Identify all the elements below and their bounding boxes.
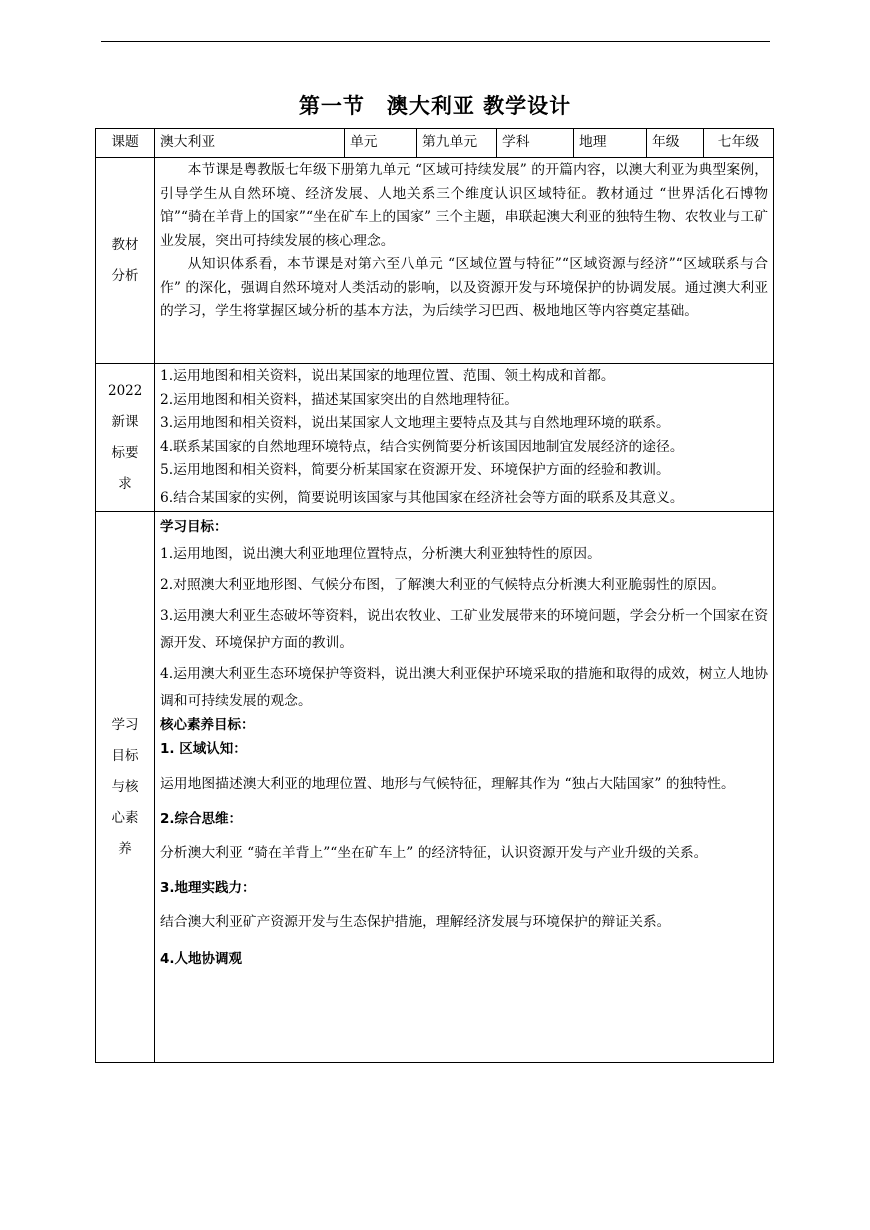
standards-label-year: 2022	[108, 382, 143, 399]
standard-item-6: 6.结合某国家的实例，简要说明该国家与其他国家在经济社会等方面的联系及其意义。	[160, 489, 684, 506]
title-section: 第一节	[298, 94, 365, 118]
analysis-paragraph-1: 本节课是粤教版七年级下册第九单元 “区域可持续发展” 的开篇内容，以澳大利亚为典型案例，引导学生从自然环境、经济发展、人地关系三个维度认识区域特征。教材通过 “世界活化石博物馆”“骑在羊背上的国家”“坐在矿车上的国家” 三个主题，串联起澳大利亚的独特生物、农牧业与工矿业发展，突出可持续发展的核心理念。	[160, 162, 768, 249]
standard-item-5: 5.运用地图和相关资料，简要分析某国家在资源开发、环境保护方面的经验和教训。	[160, 462, 670, 478]
standard-item-3: 3.运用地图和相关资料，说出某国家人文地理主要特点及其与自然地理环境的联系。	[160, 415, 670, 431]
standards-content	[155, 364, 774, 512]
title-main: 澳大利亚 教学设计	[386, 94, 572, 118]
standards-label	[96, 364, 155, 512]
analysis-row	[96, 158, 774, 364]
goals-row	[96, 512, 774, 1063]
standards-label-text: 新课标要求	[111, 413, 139, 492]
learning-goal-3: 3.运用澳大利亚生态破坏等资料，说出农牧业、工矿业发展带来的环境问题，学会分析一个国家在资源开发、环境保护方面的教训。	[160, 608, 768, 651]
subject-value: 地理	[574, 129, 647, 158]
learning-goal-1: 1.运用地图，说出澳大利亚地理位置特点，分析澳大利亚独特性的原因。	[160, 546, 601, 562]
core-goal-4-heading: 4.人地协调观	[160, 951, 243, 967]
core-goal-2-heading: 2.综合思维：	[160, 811, 243, 827]
header-rule	[101, 41, 770, 42]
unit-key: 单元	[345, 129, 417, 158]
standard-item-2: 2.运用地图和相关资料，描述某国家突出的自然地理特征。	[160, 391, 519, 408]
learning-goals-heading: 学习目标：	[160, 519, 228, 535]
core-goal-3-heading: 3.地理实践力：	[160, 880, 256, 896]
topic-value: 澳大利亚	[155, 129, 345, 158]
analysis-paragraph-2: 从知识体系看，本节课是对第六至八单元 “区域位置与特征”“区域资源与经济”“区域联系与合作” 的深化，强调自然环境对人类活动的影响，以及资源开发与环境保护的协调发展。通过澳大利亚的学习，学生将掌握区域分析的基本方法，为后续学习巴西、极地地区等内容奠定基础。	[160, 256, 768, 319]
core-goal-1-heading: 1. 区域认知：	[160, 741, 247, 757]
learning-goal-4: 4.运用澳大利亚生态环境保护等资料，说出澳大利亚保护环境采取的措施和取得的成效，树立人地协调和可持续发展的观念。	[160, 666, 768, 709]
goals-content	[155, 512, 774, 1063]
lesson-plan-table	[95, 128, 774, 1063]
core-goals-heading: 核心素养目标：	[160, 717, 255, 733]
analysis-label: 教材分析	[96, 158, 155, 364]
standard-item-1: 1.运用地图和相关资料，说出某国家的地理位置、范围、领土构成和首都。	[160, 368, 615, 384]
subject-key: 学科	[497, 129, 574, 158]
standards-row	[96, 364, 774, 512]
analysis-content	[155, 158, 774, 364]
learning-goal-2: 2.对照澳大利亚地形图、气候分布图，了解澳大利亚的气候特点分析澳大利亚脆弱性的原因。	[160, 577, 726, 593]
header-row	[96, 129, 774, 158]
core-goal-3-text: 结合澳大利亚矿产资源开发与生态保护措施，理解经济发展与环境保护的辩证关系。	[160, 914, 671, 930]
grade-value: 七年级	[704, 129, 774, 158]
core-goal-2-text: 分析澳大利亚 “骑在羊背上”“坐在矿车上” 的经济特征，认识资源开发与产业升级的关系。	[160, 845, 708, 861]
page-title	[0, 90, 870, 120]
unit-value: 第九单元	[417, 129, 497, 158]
grade-key: 年级	[647, 129, 704, 158]
topic-key: 课题	[96, 129, 155, 158]
standard-item-4: 4.联系某国家的自然地理环境特点，结合实例简要分析该国因地制宜发展经济的途径。	[160, 438, 684, 455]
goals-label: 学习目标与核心素养	[96, 512, 155, 1063]
core-goal-1-text: 运用地图描述澳大利亚的地理位置、地形与气候特征，理解其作为 “独占大陆国家” 的独特性。	[160, 776, 735, 792]
